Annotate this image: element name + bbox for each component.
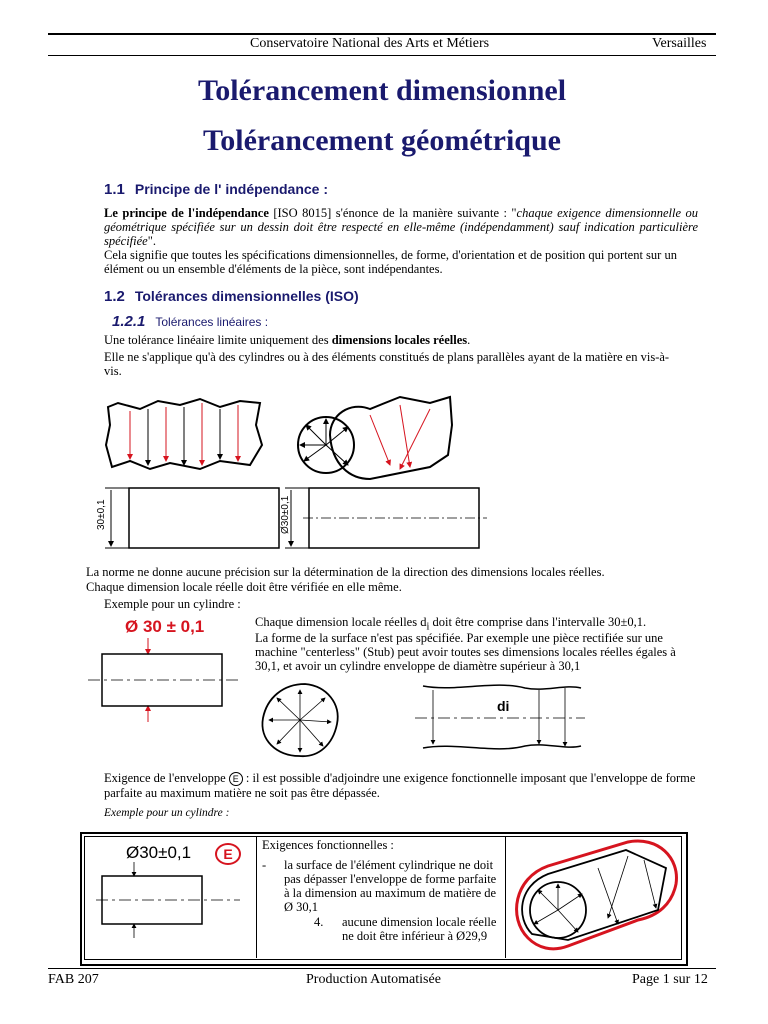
independence-meaning: Cela signifie que toutes les spécifications dimensionnelles, de forme, d'orientation et de position qui portent sur un élément ou un ensemble d'éléments de la pièce, sont indépendantes. xyxy=(104,248,677,276)
cylinder-text-2: La forme de la surface n'est pas spécifiée. Par exemple une pièce rectifiée sur une machine "centerless" (Stub) peut avoir toutes ses dimensions locales réelles égales à 30,1, et avoir un cylindre enveloppe de diamètre supérieur à 30,1 xyxy=(255,631,676,673)
table-item2: aucune dimension locale réelle ne doit être inférieur à Ø29,9 xyxy=(342,915,497,943)
table-heading: Exigences fonctionnelles : xyxy=(262,838,394,852)
section-title: Tolérances linéaires : xyxy=(155,315,269,329)
lobed-section-diagram xyxy=(255,680,585,760)
section-title: Principe de l' indépendance : xyxy=(134,181,329,197)
envelope-cylinder-diagram xyxy=(508,838,682,956)
norm-text-1: La norme ne donne aucune précision sur la détermination de la direction des dimensions locales réelles. xyxy=(86,565,605,579)
norm-text-3: Exemple pour un cylindre : xyxy=(104,597,241,611)
title-line-2: Tolérancement géométrique xyxy=(203,124,561,157)
principle-normal: [ISO 8015] s'énonce de la manière suivante : " xyxy=(268,206,517,220)
envelope-text xyxy=(104,771,700,800)
cyl-text-sub: i xyxy=(426,621,430,633)
section-1-2-1-heading xyxy=(112,313,268,330)
dimension-rectangles xyxy=(95,488,495,550)
linear-text-bold: dimensions locales réelles xyxy=(331,333,468,347)
header-rule-top xyxy=(48,33,716,35)
envelope-text-b: : il est possible d'adjoindre une exigence fonctionnelle imposant que l'enveloppe de forme parfaite au maximum matière ne soit pas être dépassée. xyxy=(104,771,696,800)
section-number: 1.1 xyxy=(104,181,125,198)
cylinder-tolerance-drawing xyxy=(88,636,248,726)
independence-principle xyxy=(104,206,698,248)
envelope-example: Exemple pour un cylindre : xyxy=(104,807,230,819)
table-divider-1 xyxy=(256,836,257,958)
section-1-1-heading xyxy=(104,181,328,198)
linear-text-normal: Une tolérance linéaire limite uniquement des xyxy=(104,333,332,347)
table-item1-marker: - xyxy=(262,858,267,872)
di-label: di xyxy=(497,698,510,714)
linear-tolerance-text xyxy=(104,333,698,347)
envelope-e-icon: E xyxy=(215,843,241,865)
box-cylinder-drawing xyxy=(96,862,246,942)
envelope-symbol-icon: E xyxy=(229,772,243,786)
section-number: 1.2.1 xyxy=(112,313,146,330)
footer-rule xyxy=(48,968,716,969)
principle-end: ". xyxy=(147,234,156,248)
cyl-text-a: Chaque dimension locale réelles d xyxy=(255,615,427,629)
section-title: Tolérances dimensionnelles (ISO) xyxy=(134,288,359,304)
section-1-2-heading xyxy=(104,288,359,305)
title-line-1: Tolérancement dimensionnel xyxy=(197,74,567,107)
table-divider-2 xyxy=(505,836,506,958)
envelope-text-a: Exigence de l'enveloppe xyxy=(104,771,226,785)
footer-right: Page 1 sur 12 xyxy=(632,972,708,987)
dim-cyl-label: Ø30±0,1 xyxy=(280,495,291,534)
irregular-parts-diagram xyxy=(100,395,680,485)
header-location: Versailles xyxy=(652,36,707,51)
header-rule-bottom xyxy=(48,55,716,56)
linear-scope-text: Elle ne s'applique qu'à des cylindres ou à des éléments constitués de plans parallèles ayant de la matière en vis-à-vis. xyxy=(104,350,670,378)
header-institution: Conservatoire National des Arts et Métiers xyxy=(250,36,490,51)
principle-italic: chaque exigence dimensionnelle ou géométrique spécifiée sur un dessin doit être respecté en elle-même (indépendamment) sauf indication particulière spécifiée xyxy=(104,206,698,248)
footer-left: FAB 207 xyxy=(48,972,99,987)
red-tolerance-label: Ø 30 ± 0,1 xyxy=(125,617,205,636)
footer-center: Production Automatisée xyxy=(306,972,441,987)
linear-text-end: . xyxy=(467,333,471,347)
box-tolerance-label: Ø30±0,1 xyxy=(126,843,192,862)
dim-flat-label: 30±0,1 xyxy=(96,499,107,530)
norm-text-2: Chaque dimension locale réelle doit être vérifiée en elle même. xyxy=(86,580,402,594)
principle-bold: Le principe de l'indépendance xyxy=(104,206,269,220)
table-item2-marker: 4. xyxy=(314,915,324,929)
table-item1: la surface de l'élément cylindrique ne doit pas dépasser l'enveloppe de forme parfaite à la dimension au maximum de matière de Ø 30,1 xyxy=(284,858,497,914)
section-number: 1.2 xyxy=(104,288,125,305)
cyl-text-b: doit être comprise dans l'intervalle 30±0,1. xyxy=(429,615,647,629)
